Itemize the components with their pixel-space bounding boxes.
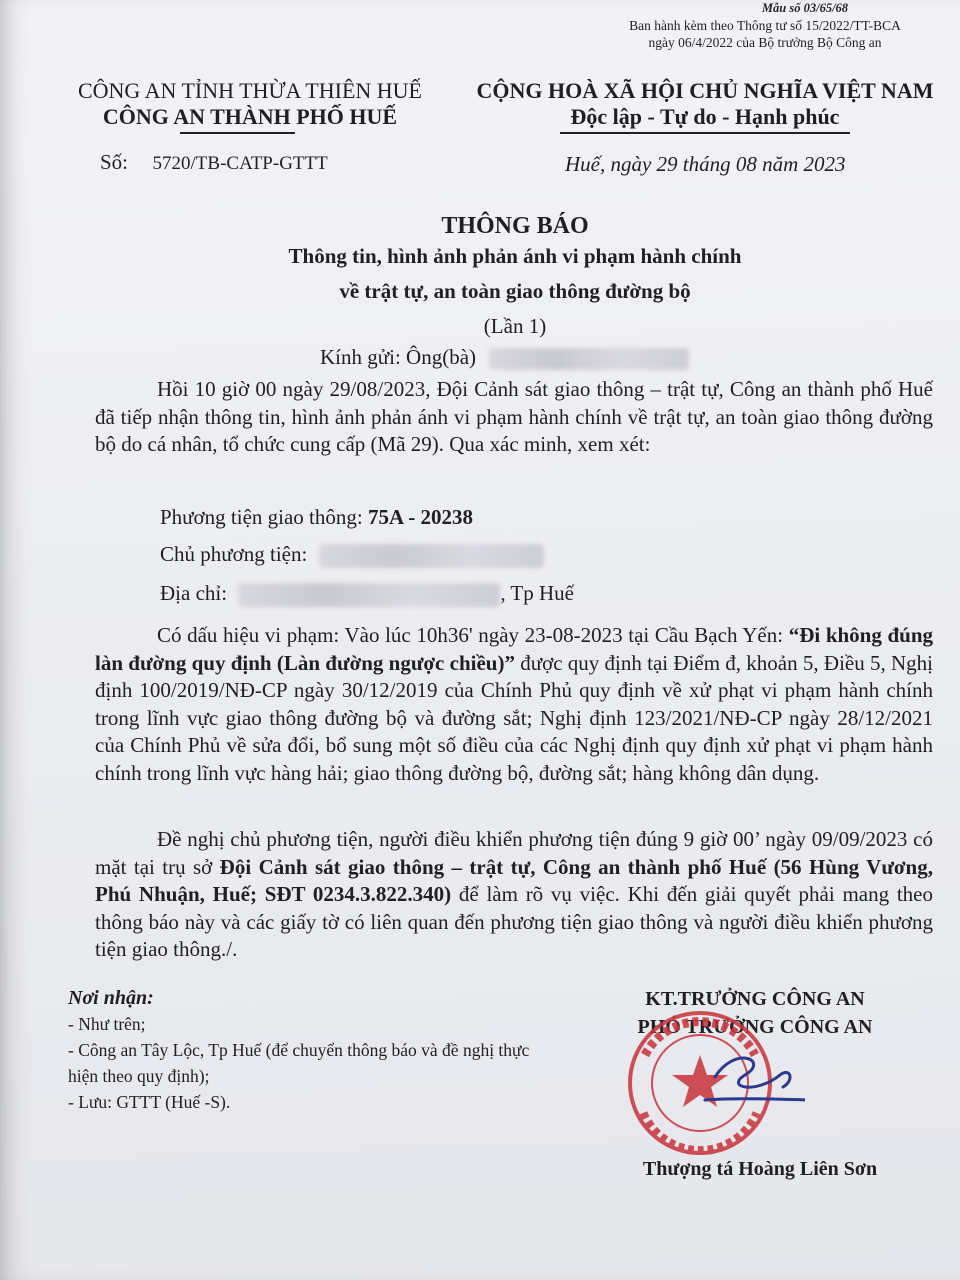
intro-paragraph [95, 376, 933, 459]
intro-text: Hồi 10 giờ 00 ngày 29/08/2023, Đội Cảnh sát giao thông – trật tự, Công an thành phố Huế đã tiếp nhận thông tin, hình ảnh phản ánh vi phạm hành chính về trật tự, an toàn giao thông đường bộ do cá nhân, tổ chức cung cấp (Mã 29). Qua xác minh, xem xét: [95, 377, 933, 456]
notice-round: (Lần 1) [483, 314, 547, 338]
request-rest: để làm rõ vụ việc. Khi đến giải quyết phải mang theo thông báo này và các giấy tờ có liên quan đến phương tiện giao thông và người điều khiển phương tiện giao thông./. [95, 882, 934, 961]
nation-name: CỘNG HOÀ XÃ HỘI CHỦ NGHĨA VIỆT NAM [476, 78, 934, 103]
recipients-list [68, 985, 538, 1115]
recipient-item: - Như trên; [68, 1014, 146, 1034]
document-number [100, 150, 328, 175]
address-label: Địa chỉ: [160, 581, 228, 605]
signature-line-2: PHÓ TRƯỞNG CÔNG AN [637, 1016, 873, 1038]
official-stamp [605, 1005, 805, 1155]
address-suffix: , Tp Huế [500, 581, 574, 605]
form-number: Mẫu số 03/65/68 [761, 1, 849, 15]
request-paragraph [95, 826, 933, 964]
signature-line-1: KT.TRƯỞNG CÔNG AN [645, 988, 865, 1010]
violation-paragraph [95, 622, 933, 787]
agency-name: CÔNG AN THÀNH PHỐ HUẾ [102, 104, 398, 129]
request-office: Đội Cảnh sát giao thông – trật tự, Công an thành phố Huế (56 Hùng Vương, Phú Nhuận, Huế; SĐT 0234.3.822.340) [95, 854, 933, 906]
violation-lead: Có dấu hiệu vi phạm: Vào lúc 10h36' ngày 23-08-2023 tại Cầu Bạch Yến: [157, 623, 784, 647]
issuing-agency [60, 78, 440, 130]
document-number-value: 5720/TB-CATP-GTTT [152, 153, 328, 174]
redacted-name [489, 348, 689, 370]
nation-motto: Độc lập - Tự do - Hạnh phúc [570, 104, 840, 129]
title-subtitle-1: Thông tin, hình ảnh phản ánh vi phạm hành chính [288, 244, 742, 268]
request-lead: Đề nghị chủ phương tiện, người điều khiển phương tiện đúng 9 giờ 00’ ngày 09/09/2023 có mặt tại trụ sở [95, 827, 933, 879]
form-reference [600, 0, 930, 51]
document-number-label: Số: [100, 150, 129, 174]
violation-legal-basis: được quy định tại Điểm đ, khoản 5, Điều 5, Nghị định 100/2019/NĐ-CP ngày 30/12/2019 của Chính Phủ quy định về xử phạt vi phạm hành chính trong lĩnh vực giao thông đường bộ và đường sắt; Nghị định 123/2021/NĐ-CP ngày 28/12/2021 của Chính Phủ về sửa đổi, bổ sung một số điều của các Nghị định quy định xử phạt vi phạm hành chính trong lĩnh vực hàng hải; giao thông đường bộ, đường sắt; hàng không dân dụng. [95, 650, 933, 785]
vehicle-label: Phương tiện giao thông: [160, 505, 363, 529]
owner-label: Chủ phương tiện: [160, 542, 308, 566]
redacted-owner [319, 544, 544, 568]
document-date: Huế, ngày 29 tháng 08 năm 2023 [565, 152, 846, 176]
agency-parent: CÔNG AN TỈNH THỪA THIÊN HUẾ [77, 78, 422, 103]
violation-offense: “Đi không đúng làn đường quy định (Làn đường ngược chiều)” [95, 623, 933, 675]
salutation-text: Kính gửi: Ông(bà) [320, 345, 477, 369]
motto-underline [560, 132, 850, 134]
form-line-2: ngày 06/4/2022 của Bộ trưởng Bộ Công an [648, 35, 882, 50]
recipient-item: - Công an Tây Lộc, Tp Huế (để chuyển thông báo và đề nghị thực hiện theo quy định); [68, 1040, 530, 1086]
vehicle-field [160, 505, 473, 530]
vehicle-plate: 75A - 20238 [367, 505, 473, 529]
signer-name: Thượng tá Hoàng Liên Sơn [642, 1158, 878, 1180]
page-title: THÔNG BÁO [441, 213, 589, 239]
national-header [455, 78, 955, 130]
form-line-1: Ban hành kèm theo Thông tư số 15/2022/TT-BCA [629, 18, 901, 33]
redacted-address [238, 583, 500, 607]
salutation [320, 345, 689, 370]
address-field [160, 581, 574, 607]
stamp-seal [630, 1013, 770, 1153]
recipient-item: - Lưu: GTTT (Huế -S). [68, 1092, 231, 1112]
owner-field [160, 542, 544, 568]
agency-underline [180, 132, 295, 134]
recipients-heading: Nơi nhận: [68, 987, 154, 1009]
title-subtitle-2: về trật tự, an toàn giao thông đường bộ [339, 279, 691, 303]
